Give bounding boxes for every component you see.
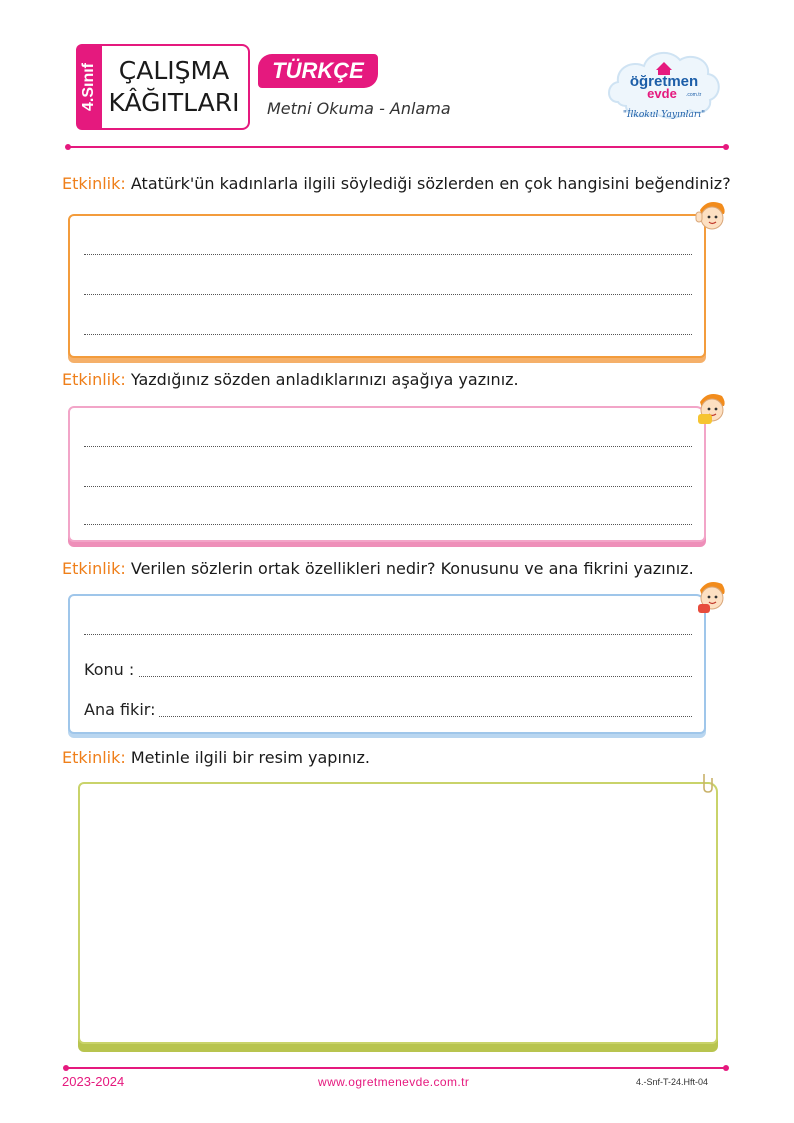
- activity-1-label: Etkinlik:: [62, 174, 126, 193]
- activity-3-label: Etkinlik:: [62, 559, 126, 578]
- title-line-1: ÇALIŞMA: [118, 56, 230, 85]
- activity-1-text: Atatürk'ün kadınlarla ilgili söylediği sözlerden en çok hangisini beğendiniz?: [130, 174, 731, 193]
- activity-4-text: Metinle ilgili bir resim yapınız.: [130, 748, 370, 767]
- answer-line[interactable]: [84, 334, 692, 335]
- cloud-logo-icon: [604, 40, 724, 132]
- footer-website-link[interactable]: www.ogretmenevde.com.tr: [318, 1075, 470, 1089]
- subject-badge: TÜRKÇE: [258, 54, 378, 88]
- kid-peeking-icon: [690, 196, 730, 240]
- konu-line[interactable]: [84, 676, 692, 677]
- answer-line[interactable]: [84, 524, 692, 525]
- worksheet-title: [100, 44, 250, 130]
- konu-label: Konu :: [84, 660, 138, 679]
- kid-peeking-icon: [690, 576, 730, 620]
- logo-brand-bottom: evde: [647, 86, 677, 101]
- activity-4-label: Etkinlik:: [62, 748, 126, 767]
- footer-year: 2023-2024: [62, 1074, 125, 1089]
- grade-tab: [76, 44, 102, 130]
- topic-subtitle: Metni Okuma - Anlama: [267, 99, 451, 118]
- answer-line[interactable]: [84, 254, 692, 255]
- grade-label: 4.Sınıf: [80, 62, 98, 112]
- answer-line[interactable]: [84, 486, 692, 487]
- activity-4-prompt: [62, 748, 370, 767]
- activity-3-prompt: [62, 559, 694, 578]
- answer-line[interactable]: [84, 634, 692, 635]
- activity-3-text: Verilen sözlerin ortak özellikleri nedir? Konusunu ve ana fikrini yazınız.: [130, 559, 694, 578]
- footer-code: 4.-Snf-T-24.Hft-04: [636, 1077, 709, 1087]
- drawing-area[interactable]: [78, 782, 718, 1044]
- activity-2-prompt: [62, 370, 519, 389]
- header-divider: [68, 146, 726, 148]
- ana-fikir-line[interactable]: [84, 716, 692, 717]
- ana-fikir-label: Ana fikir:: [84, 700, 159, 719]
- activity-1-answer-box[interactable]: [68, 214, 706, 358]
- logo-brand-top: öğretmen: [629, 73, 699, 90]
- activity-3-answer-box[interactable]: [68, 594, 706, 734]
- footer-divider: [66, 1067, 726, 1069]
- activity-2-text: Yazdığınız sözden anladıklarınızı aşağıya yazınız.: [130, 370, 519, 389]
- activity-1-prompt: [62, 174, 731, 193]
- activity-2-answer-box[interactable]: [68, 406, 706, 542]
- logo-tagline: "İlkokul Yayınları": [622, 110, 706, 120]
- answer-line[interactable]: [84, 294, 692, 295]
- paper-clip-icon: [700, 772, 716, 794]
- activity-2-label: Etkinlik:: [62, 370, 126, 389]
- kid-peeking-icon: [690, 388, 730, 432]
- title-line-2: KÂĞITLARI: [108, 88, 240, 117]
- answer-line[interactable]: [84, 446, 692, 447]
- logo-domain: .com.tr: [686, 92, 702, 98]
